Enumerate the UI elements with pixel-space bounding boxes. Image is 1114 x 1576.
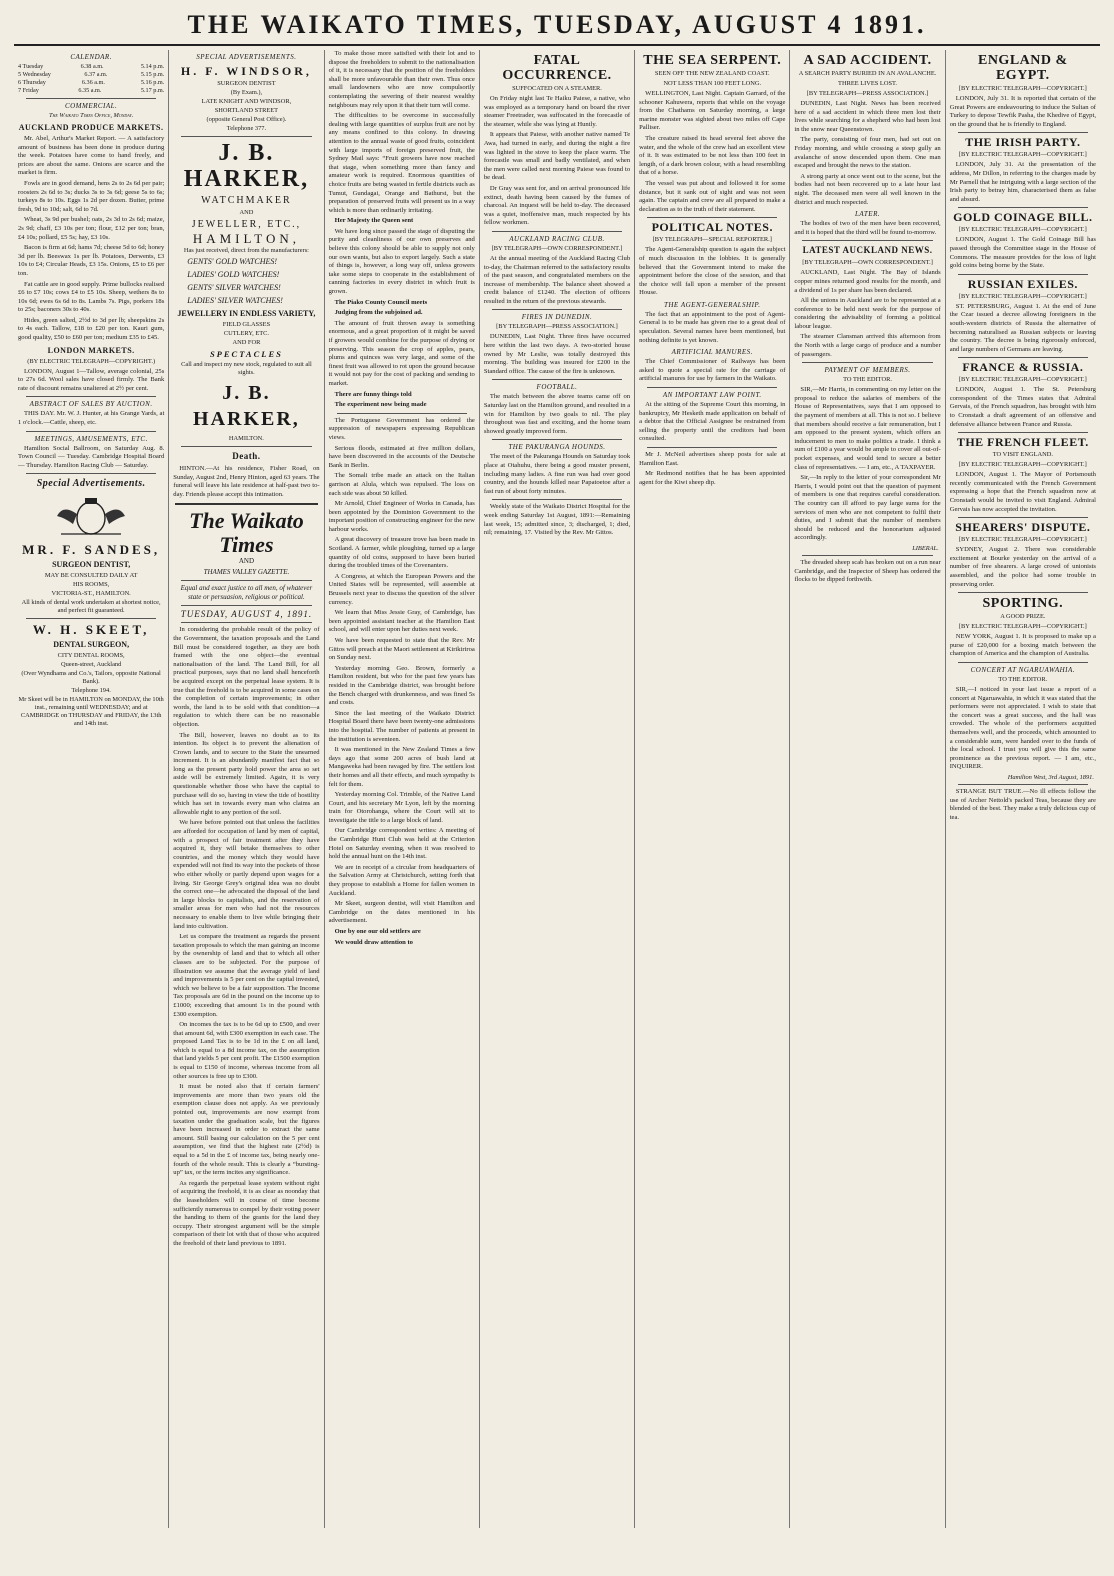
markets-text	[18, 135, 164, 343]
divider	[492, 309, 622, 310]
divider	[958, 592, 1088, 593]
skeet-title: DENTAL SURGEON,	[53, 640, 130, 650]
calendar-cell: 6 Thursday	[18, 79, 46, 86]
calendar-cell: 6.36 a.m.	[81, 79, 105, 86]
divider	[26, 98, 156, 99]
russian-sub: [BY ELECTRIC TELEGRAPH—COPYRIGHT.]	[958, 292, 1087, 300]
divider	[802, 555, 932, 556]
skeet-details	[18, 652, 164, 728]
meetings-heading: MEETINGS, AMUSEMENTS, ETC.	[34, 434, 148, 443]
divider	[492, 439, 622, 440]
divider	[492, 379, 622, 380]
divider	[802, 362, 932, 363]
harker-intro: Has just received, direct from the manufacturers:	[183, 247, 309, 254]
c5-serpent-para: WELLINGTON, Last Night. Captain Garrard, of the schooner Kahuwera, reports that while on the voyage from the Chathams on Saturday morning, a large marine monster was sighted about two miles off Cape Palliser.	[639, 90, 786, 132]
attention-heading: We would draw attention to	[334, 938, 413, 946]
payment-text-2: Sir,—In reply to the letter of your correspondent Mr Harris, I would point out that the question of payment of members is one that requires careful consideration. The country can ill afford to pay large sums for the services of men who are not competent to fulfil their duties, and I submit that the number of members should be reduced and the honorarium adjusted accordingly.	[794, 474, 941, 542]
divider	[492, 499, 622, 500]
meetings-text: Hamilton Social Ballroom, on Saturday Aug. 8. Town Council — Tuesday. Cambridge Hospital Board — Thursday. Hamilton Racing Club — Saturday.	[18, 444, 165, 469]
editorial-text	[173, 626, 319, 1248]
harker-name-2: J. B. HARKER,	[193, 382, 300, 430]
c2-windsor-line: (opposite General Post Office).	[206, 116, 287, 123]
special-ads-heading: Special Advertisements.	[36, 478, 146, 490]
col3-news-item: A great discovery of treasure trove has been made in Scotland. A farmer, while ploughing, turned up a large quantity of old coins, supposed to have been buried during the troubled times of the Covenanters.	[328, 536, 475, 570]
c1-skeet-line: Telephone 194.	[71, 687, 111, 695]
c2-windsor-line: Telephone 377.	[226, 125, 267, 132]
divider	[337, 413, 467, 414]
calendar-row	[18, 63, 164, 71]
calendar-row	[18, 71, 164, 79]
stray-text: The dreaded sheep scab has broken out on a run near Cambridge, and the Inspector of Sheep has ordered the flocks to be dipped forthwith.	[794, 558, 941, 584]
c1-markets-para: Wheat, 3s 9d per bushel; oats, 2s 3d to 2s 6d; maize, 2s 9d; chaff, £3 10s per ton; flour, £12 per ton; bran, £4 10s; pollard, £5 5s; hay, £3 10s.	[18, 216, 165, 241]
serpent-sub: SEEN OFF THE NEW ZEALAND COAST.	[654, 70, 770, 77]
special-ads-heading-2: SPECIAL ADVERTISEMENTS.	[196, 53, 297, 61]
sporting-heading: SPORTING.	[982, 596, 1064, 612]
fatal-text	[484, 95, 630, 228]
hounds-text: The meet of the Pakuranga Hounds on Saturday took place at Otahuhu, there being a good muster present, including many ladies. A fine run was had over good country, and the hounds killed near Papatoetoe after a fast run of about forty minutes.	[483, 453, 631, 495]
columns	[14, 50, 1100, 1528]
sandes-name: MR. F. SANDES,	[22, 542, 161, 558]
c1-markets-para: Hides, green salted, 2½d to 3d per lb; sheepskins 2s to 4s each. Tallow, £18 to £20 per ton. Kauri gum, good quality, £50 to £60 per ton; medium £35 to £45.	[18, 316, 165, 342]
judging-heading: Judging from the subjoined ad.	[334, 309, 423, 317]
divider	[802, 240, 932, 241]
london-text: LONDON, August 1—Tallow, average colonial, 25s to 27s 6d. Wool sales have closed firmly. The Bank rate of discount remains unaltered at 2½ per cent.	[18, 367, 165, 392]
serpent-sub-2: NOT LESS THAN 100 FEET LONG.	[663, 80, 762, 87]
fleet-text: LONDON, August 1. The Mayor of Portsmouth recently communicated with the French Government expressing a hope that the French squadron now at Cronstadt would be invited to visit England. Admiral Gervais has now accepted the invitation.	[949, 471, 1096, 513]
sales-heading: ABSTRACT OF SALES BY AUCTION.	[29, 400, 153, 409]
calendar-cell: 5.17 p.m.	[140, 87, 165, 94]
c1-markets-para: Mr. Abel, Arthur's Market Report. — A satisfactory amount of business has been done in produce during the week. Potatoes have come to hand freely, and prices are about the same. Onions are scarce and the market is firm.	[18, 135, 165, 177]
sales-text: THIS DAY. Mr. W. J. Hunter, at his Grange Yards, at 1 o'clock.—Cattle, sheep, etc.	[18, 410, 165, 427]
law-heading: AN IMPORTANT LAW POINT.	[662, 391, 762, 400]
egypt-text: LONDON, July 31. It is reported that certain of the Great Powers are endeavouring to induce the Sultan of Turkey to depose Tewfik Pasha, the Khedive of Egypt, on the ground that he is friendly to England.	[949, 95, 1096, 128]
majesty-heading: Her Majesty the Queen sent	[334, 217, 414, 225]
funny-heading: There are funny things told	[334, 390, 412, 398]
serpent-heading: THE SEA SERPENT.	[643, 53, 782, 68]
divider	[958, 784, 1088, 785]
column-6	[790, 50, 945, 1528]
calendar-table	[18, 63, 164, 95]
divider	[647, 387, 777, 388]
c4-fatal-para: On Friday night last Te Haiku Paiese, a native, who was employed as a temporary hand on board the river steamer Freetrader, was suffocated in the forecastle of the steamer, while she was lying at Huntly.	[483, 95, 631, 128]
divider	[181, 605, 311, 606]
jewellery-line: JEWELLERY IN ENDLESS VARIETY,	[177, 309, 316, 318]
c2-windsor-line: SURGEON DENTIST	[217, 80, 276, 87]
shearers-heading: SHEARERS' DISPUTE.	[955, 520, 1091, 535]
harker-call: Call and inspect my new stock, regulated to suit all sights.	[181, 361, 312, 376]
russian-heading: RUSSIAN EXILES.	[967, 276, 1078, 291]
c2-windsor-line: SHORTLAND STREET	[214, 107, 279, 114]
col3-para-3: The amount of fruit thrown away is something enormous, and a great proportion of it might be saved if growers would combine for the purpose of drying or preserving. This season the crop of apples, pears, plums and quinces was very large, and some of the finest fruit was allowed to rot upon the ground because it would not pay for the cost of packing and sending to market.	[328, 319, 475, 387]
serpent-text	[639, 90, 785, 214]
france-sub: [BY ELECTRIC TELEGRAPH—COPYRIGHT.]	[958, 376, 1087, 384]
concert-sub: TO THE EDITOR.	[998, 675, 1048, 683]
column-7	[946, 50, 1100, 1528]
fires-text: DUNEDIN, Last Night. Three fires have occurred here within the last two days. A two-storied house owned by Mr Leslie, was totally destroyed this morning. The building was insured for £200 in the Standard office. The cause of the fire is unknown.	[483, 333, 631, 375]
and-for-line: AND FOR	[232, 339, 261, 346]
c2-editorial-para: Let us compare the treatment as regards the present taxation proposals to which the man gaining an income by the ownership of land and that to which all other classes are to be subjected. For the purpose of illustration we assume that the average yield of land and improvements is 5 per cent on the capital invested, which we believe to be a fair supposition. The Income Tax proposals are 6d in the pound on the income up to £1000; exceeding that amount 1s in the pound with £300 exemption.	[173, 933, 320, 1018]
divider	[181, 580, 311, 581]
harker-name: J. B. HARKER,	[183, 140, 310, 192]
c2-watches-line: GENTS' SILVER WATCHES!	[187, 283, 281, 292]
divider	[958, 274, 1088, 275]
egypt-heading: ENGLAND & EGYPT.	[977, 53, 1068, 83]
c1-sandes-line: MAY BE CONSULTED DAILY AT	[44, 572, 138, 580]
fleet-sub-2: [BY ELECTRIC TELEGRAPH—COPYRIGHT.]	[958, 461, 1087, 469]
payment-signature: LIBERAL.	[912, 544, 939, 552]
c5-serpent-para: The vessel was put about and followed it for some distance, but it sank out of sight and was not seen again. The captain and crew are all prepared to make a declaration as to the truth of their statement.	[639, 179, 786, 213]
london-sub: (BY ELECTRIC TELEGRAPH—COPYRIGHT.)	[27, 357, 156, 365]
irish-sub: [BY ELECTRIC TELEGRAPH—COPYRIGHT.]	[958, 151, 1087, 159]
concert-text: SIR,—I noticed in your last issue a report of a concert at Ngaruawahia, in which it was stated that the performers were not appreciated. I wish to state that the concert was a great success, and the hall was crowded. The whole of the performers acquitted themselves well, and the proceeds, which amounted to a considerable sum, were handed over to the funds of the local school. I trust you will give this the same prominence as the previous report. — I am, etc., INQUIRER.	[949, 685, 1096, 771]
divider	[958, 432, 1088, 433]
field-glasses-line: FIELD GLASSES	[222, 321, 271, 328]
divider	[958, 357, 1088, 358]
irish-text: LONDON, July 31. At the presentation of the address, Mr Dillon, in referring to the charges made by Mr Parnell that he intriguing with a large section of the Irish party to betray him, characterised them as false and absurd.	[949, 161, 1096, 203]
death-heading: Death.	[232, 451, 261, 461]
concert-heading: CONCERT AT NGARUAWAHIA.	[970, 665, 1076, 674]
calendar-cell: 4 Tuesday	[18, 63, 44, 70]
divider	[181, 136, 311, 137]
experiment-heading: The experiment now being made	[334, 401, 427, 409]
harker-town-2: HAMILTON.	[228, 435, 264, 442]
col3-news-item: Our Cambridge correspondent writes: A meeting of the Cambridge Hunt Club was held at the Criterion Hotel on Saturday evening, when it was resolved to hold the annual hunt on the 14th inst.	[328, 827, 475, 861]
fires-sub: [BY TELEGRAPH—PRESS ASSOCIATION.]	[496, 323, 618, 331]
agent-text: The fact that an appointment to the post of Agent-General is to be made has given rise to a great deal of speculation. Several names have been mentioned, but nothing definite is yet known.	[639, 310, 786, 344]
calendar-cell: 5 Wednesday	[18, 71, 51, 78]
col3-news-item: We learn that Miss Jessie Gray, of Cambridge, has been appointed assistant teacher at the Hamilton East school, and will enter upon her duties next week.	[328, 609, 475, 634]
c1-sandes-line: All kinds of dental work undertaken at shortest notice, and perfect fit guaranteed.	[21, 599, 161, 615]
fatal-heading: FATAL OCCURRENCE.	[502, 53, 612, 83]
political-heading: POLITICAL NOTES.	[651, 220, 773, 235]
paper-motto: Equal and exact justice to all men, of whatever state or persuasion, religious or political.	[180, 584, 313, 602]
later-heading: LATER.	[854, 210, 881, 219]
c6-accident-para: A strong party at once went out to the scene, but the bodies had not been recovered up to a late hour last night. The deceased men were all well known in the district and much respected.	[794, 172, 941, 206]
london-heading: LONDON MARKETS.	[47, 345, 135, 355]
c1-sandes-line: VICTORIA-ST., HAMILTON.	[51, 590, 131, 598]
divider	[181, 622, 311, 623]
column-1	[14, 50, 169, 1528]
c2-editorial-para: We have before pointed out that unless the facilities are afforded for occupation of land by men of capital, with a prospect of fair treatment after they have acquired it, they will betake themselves to other countries, and the money which they would have expended will not find its way into the pockets of those who either wholly or partly depend upon wages for a living. Sir George Grey's original idea was no doubt the correct one—he advocated the disposal of the land in large blocks to capitalists, and the reservation of smaller areas for men who had not the resources necessary to enable them to live while bringing their land into cultivation.	[173, 819, 320, 930]
col3-news-items	[329, 417, 475, 926]
c1-markets-para: Fat cattle are in good supply. Prime bullocks realised £6 to £7 10s; cows £4 to £5 10s. Sheep, wethers 8s to 10s 6d; ewes 6s 6d to 8s. Lambs 7s. Pigs, porkers 18s to 25s; baconers 30s to 40s.	[18, 280, 165, 314]
accident-text	[794, 100, 940, 207]
calendar-cell: 6.35 a.m.	[78, 87, 102, 94]
latest-heading: LATEST AUCKLAND NEWS.	[802, 245, 933, 256]
sporting-text: NEW YORK, August 1. It is proposed to make up a purse of £20,000 for a boxing match between the champion of America and the champion of Australia.	[949, 633, 1096, 658]
col3-news-item: Yesterday morning Geo. Brown, formerly a Hamilton resident, but who for the past few years has resided in the Cambridge district, was brought before the Bench charged with drunkenness, and was fined 5s and costs.	[328, 664, 475, 707]
dateline: TUESDAY, AUGUST 4, 1891.	[180, 609, 313, 620]
windsor-name: H. F. WINDSOR,	[180, 64, 312, 78]
settlers-heading: One by one our old settlers are	[334, 928, 421, 935]
fatal-sub: SUFFOCATED ON A STEAMER.	[512, 85, 602, 92]
c2-watches-line: LADIES' GOLD WATCHES!	[187, 270, 280, 279]
calendar-cell: 6.38 a.m.	[80, 63, 104, 70]
agent-heading: THE AGENT-GENERALSHIP.	[663, 300, 761, 309]
divider	[492, 231, 622, 232]
racing-sub: [BY TELEGRAPH—OWN CORRESPONDENT.]	[491, 244, 623, 252]
divider	[175, 503, 317, 505]
spectacles-line: SPECTACLES	[209, 349, 283, 359]
divider	[26, 473, 156, 474]
russian-text: ST. PETERSBURG, August 1. At the end of June the Czar issued a decree allowing foreigners in the south-western districts of Russia the alternative of becoming naturalised as Russian subjects or leaving the country. The decree is being rigorously enforced, and large numbers of Germans are leaving.	[949, 302, 1096, 353]
c1-markets-para: Bacon is firm at 6d; hams 7d; cheese 5d to 6d; honey 3d per lb. Beeswax 1s per lb. Potatoes, Derwents, £3 10s to £4; Circular Heads, £3 15s. Onions, £5 to £6 per ton.	[18, 244, 165, 277]
law-text: At the sitting of the Supreme Court this morning, in bankruptcy, Mr Hesketh made application on behalf of a debtor that the Official Assignee be restrained from selling the property until the creditors had been consulted.	[639, 401, 786, 443]
col3-news-item: We have been requested to state that the Rev. Mr Gittos will preach at the Maori settlement at Kirikiriroa on Sunday next.	[328, 637, 475, 662]
column-5	[635, 50, 790, 1528]
col3-news-item: Since the last meeting of the Waikato District Hospital Board there have been twenty-one admissions into the hospital. The number of patients at present in the institution is seventeen.	[328, 709, 475, 743]
shearers-text: SYDNEY, August 2. There was considerable excitement at Bourke yesterday on the arrival of a number of free shearers. A large crowd of unionists assembled, and the police had some trouble in preserving order.	[949, 546, 1096, 588]
col3-news-item: A Congress, at which the European Powers and the United States will be represented, will assemble at Brussels next year to discuss the question of the silver currency.	[328, 572, 475, 606]
gold-heading: GOLD COINAGE BILL.	[953, 210, 1093, 225]
c2-editorial-para: As regards the perpetual lease system without right of acquiring the freehold, it is as clear as noonday that the leaseholders will in course of time become sufficiently numerous to compel by their voting power the handing to them of the grants for the land they occupy. Their strongest argument will be the simple comparison of their lot with that of those who acquired the freehold of their land previous to 1891.	[173, 1179, 320, 1247]
paper-subtitle: THAMES VALLEY GAZETTE.	[203, 568, 290, 577]
col3-news-item: The Somali tribe made an attack on the Italian garrison at Alula, which was repulsed. The loss on each side was about 50 killed.	[328, 472, 475, 497]
markets-heading: AUCKLAND PRODUCE MARKETS.	[18, 123, 164, 132]
c2-watches-line: LADIES' SILVER WATCHES!	[187, 296, 283, 305]
c5-serpent-para: The creature raised its head several feet above the water, and the whole of the crew had an excellent view of it. It was estimated to be not less than 100 feet in length, of a dark brown colour, with a head resembling that of a horse.	[639, 134, 786, 177]
c6-latest-para: All the unions in Auckland are to be represented at a conference to be held next week for the purpose of considering the advisability of forming a political labour league.	[794, 297, 941, 330]
irish-heading: THE IRISH PARTY.	[965, 135, 1081, 150]
political-text: The Agent-Generalship question is again the subject of much discussion in the lobbies. It is generally believed that the Government intend to make the appointment before the close of the session, and that the choice will fall upon a member of the present House.	[639, 246, 786, 297]
piako-heading: The Piako County Council meets	[334, 298, 428, 306]
calendar-cell: 5.15 p.m.	[140, 71, 165, 78]
stray-text-7: STRANGE BUT TRUE.—No ill effects follow the use of Archer Nettold's packed Teas, because they are blended of the best. They make a truly delicious cup of tea.	[949, 787, 1096, 821]
divider	[958, 132, 1088, 133]
calendar-row	[18, 79, 164, 87]
manures-text: The Chief Commissioner of Railways has been asked to quote a special rate for the carriage of artificial manures for use by farmers in the Waikato.	[639, 358, 786, 383]
c2-watches-line: GENTS' GOLD WATCHES!	[187, 257, 278, 266]
sandes-title: SURGEON DENTIST,	[52, 560, 131, 570]
manures-heading: ARTIFICIAL MANURES.	[671, 348, 753, 357]
gold-sub: [BY ELECTRIC TELEGRAPH—COPYRIGHT.]	[958, 226, 1087, 234]
column-2	[169, 50, 324, 1528]
jeweller-label: JEWELLER, ETC.,	[191, 219, 302, 230]
c4-fatal-para: Dr Gray was sent for, and on arrival pronounced life extinct, death having been caused by the fumes of charcoal. An inquest will be held to-day. The deceased was a quiet, inoffensive man, much respected by his fellow workmen.	[483, 184, 631, 227]
gold-text: LONDON, August 1. The Gold Coinage Bill has passed through the Committee stage in the House of Commons. The measure provides for the loss of light gold coins being borne by the State.	[949, 236, 1096, 270]
later-text: The bodies of two of the men have been recovered, and it is hoped that the third will be found to-morrow.	[794, 220, 941, 236]
commercial-heading: COMMERCIAL.	[64, 102, 118, 110]
divider	[958, 207, 1088, 208]
col3-para-2: We have long since passed the stage of disputing the purity and cleanliness of our own preserves and believe this colony should be able to supply not only our own wants, but also to export largely. Such a state of things is, however, a long way off, unless growers take some steps to cooperate in the establishment of canning factories in every district in which fruit is grown.	[328, 227, 475, 296]
commercial-sub: The Waikato Times Office, Monday.	[48, 112, 134, 119]
masthead	[14, 10, 1100, 46]
mcneil-text: Mr J. McNeil advertises sheep posts for sale at Hamilton East.	[639, 451, 786, 467]
payment-heading: PAYMENT OF MEMBERS.	[824, 366, 911, 375]
col3-news-item: Mr Skeet, surgeon dentist, will visit Hamilton and Cambridge on the dates mentioned in his advertisement.	[328, 900, 475, 925]
column-4	[480, 50, 635, 1528]
c1-skeet-line: CITY DENTAL ROOMS,	[57, 652, 125, 660]
windsor-details	[173, 80, 319, 133]
football-text: The match between the above teams came off on Saturday last on the Hamilton ground, and resulted in a win for Hamilton by two goals to nil. The play throughout was fast and exciting, and the home team showed greatly improved form.	[483, 393, 631, 435]
and-label: AND	[239, 209, 254, 216]
col3-news-item: Yesterday morning Col. Trimble, of the Native Land Court, and his secretary Mr Lyon, left by the morning train for Otorohanga, where the Court will sit to investigate the title to a large block of land.	[328, 791, 475, 824]
accident-sub-3: [BY TELEGRAPH—PRESS ASSOCIATION.]	[806, 90, 929, 97]
masthead-title: THE WAIKATO TIMES, TUESDAY, AUGUST 4 1891.	[187, 10, 927, 39]
calendar-heading: CALENDAR.	[70, 53, 112, 61]
watchmaker-label: WATCHMAKER	[201, 195, 292, 206]
france-heading: FRANCE & RUSSIA.	[962, 360, 1084, 375]
column-3	[325, 50, 480, 1528]
paper-title: The Waikato Times	[189, 508, 304, 558]
divider	[26, 618, 156, 619]
payment-text: SIR,—Mr Harris, in commenting on my letter on the proposal to reduce the salaries of members of the House of Representatives, says that I am opposed to the payment of members at all. This is not so. I believe that members should receive a fair remuneration, but I am opposed to the present system, which offers an inducement to men to make politics a trade. I think a sum of £100 a year would be ample to cover all out-of-pocket expenses, and would tend to secure a better class of representatives. — I am, etc., A TAXPAYER.	[794, 386, 941, 471]
c2-windsor-line: LATE KNIGHT AND WINDSOR,	[201, 98, 292, 105]
col3-para-0: To make those more satisfied with their lot and to dispose the freeholders to submit to the nationalisation of it, it is necessary that the position of the freeholders shall be more unfavourable than their own. Thus once small landowners who are now compulsorily contemplating the severing of their nearest wealthy neighbours may rely upon it that their turn will come.	[328, 50, 475, 109]
racing-heading: AUCKLAND RACING CLUB.	[509, 234, 605, 243]
c6-accident-para: The party, consisting of four men, had set out on Friday morning, and while crossing a steep gully an avalanche of snow descended upon them. One man escaped and brought the news to the station.	[794, 136, 941, 170]
c1-skeet-line: Mr Skeet will be in HAMILTON on MONDAY, the 10th inst., remaining until WEDNESDAY; and at CAMBRIDGE on THURSDAY and FRIDAY, the 13th and 14th inst.	[18, 696, 164, 728]
egypt-sub: [BY ELECTRIC TELEGRAPH—COPYRIGHT.]	[958, 85, 1087, 92]
shearers-sub: [BY ELECTRIC TELEGRAPH—COPYRIGHT.]	[958, 536, 1087, 544]
col3-news-item: Mr Arnold, Chief Engineer of Works in Canada, has been appointed by the Dominion Government to the important position of constructing engineer for the new harbour works.	[328, 500, 475, 533]
sporting-sub-2: [BY ELECTRIC TELEGRAPH—COPYRIGHT.]	[958, 623, 1087, 631]
hospital-text: Weekly state of the Waikato District Hospital for the week ending Saturday 1st August, 1891:—Remaining last week, 15; admitted since, 3; discharged, 1; died, nil; remaining, 17. Visited by the Rev. Mr Gittos.	[483, 503, 631, 537]
divider	[26, 396, 156, 397]
c1-skeet-line: (Over Wyndhams and Co.'s, Tailors, opposite National Bank).	[21, 670, 161, 686]
football-heading: FOOTBALL.	[536, 383, 578, 392]
c2-editorial-para: On incomes the tax is to be 6d up to £500, and over that amount 6d, with £300 exemption in each case. The proposed Land Tax is to be 1d in the £ on all land, which is equal to a 8d income tax, on the assumption that land yields 5 per cent profit. The £1500 exemption is equal to £150 of income, whereas income from all other sources is free up to £300.	[173, 1021, 320, 1080]
c4-fatal-para: It appears that Paiese, with another native named Te Awa, had turned in early, and during the night a fire was lighted in the stove to keep the place warm. The forecastle was small and badly ventilated, and when the men were called next morning Paiese was found to be dead.	[483, 131, 631, 182]
divider	[181, 446, 311, 447]
fleet-heading: THE FRENCH FLEET.	[956, 435, 1089, 450]
sporting-sub: A GOOD PRIZE.	[1000, 613, 1046, 621]
political-sub: [BY TELEGRAPH—SPECIAL REPORTER.]	[652, 236, 772, 244]
c1-sandes-line: HIS ROOMS,	[73, 581, 110, 589]
royal-crest-icon	[51, 494, 131, 538]
accident-sub: A SEARCH PARTY BURIED IN AN AVALANCHE.	[798, 70, 937, 77]
divider	[958, 517, 1088, 518]
latest-sub: [BY TELEGRAPH—OWN CORRESPONDENT.]	[802, 259, 933, 267]
col3-news-item: It was mentioned in the New Zealand Times a few days ago that some 200 acres of bush land at Mangaweka had been ravaged by fire. The settlers lost their homes and all their effects, and much sympathy is felt for them.	[328, 746, 475, 788]
col3-news-item: Serious floods, estimated at five million dollars, have been discovered in the accounts of the Deutsche Bank in Berlin.	[328, 444, 475, 469]
latest-text	[794, 269, 940, 359]
calendar-cell: 6.37 a.m.	[84, 71, 108, 78]
accident-heading: A SAD ACCIDENT.	[803, 53, 932, 68]
fleet-sub: TO VISIT ENGLAND.	[992, 451, 1053, 459]
c2-editorial-para: In considering the probable result of the policy of the Government, the taxation proposals and the Land Bill must be considered together, as they are both framed with the one object—the eventual nationalisation of the land. The Land Bill, for all practical purposes, says that no land shall henceforth be acquired except on the perpetual lease system. It is true that the freehold is to be acquired in some cases on the completion of certain improvements; in other words, the land is to be sold with that condition—a regulation to which there can be no reasonable objection.	[173, 626, 320, 728]
cutlery-line: CUTLERY, ETC.	[223, 330, 269, 337]
divider	[26, 431, 156, 432]
watches-list	[173, 256, 319, 307]
divider	[647, 217, 777, 218]
c1-skeet-line: Queen-street, Auckland	[60, 661, 122, 669]
sandes-details	[18, 572, 164, 615]
col3-news-item: We are in receipt of a circular from headquarters of the Salvation Army at Christchurch, setting forth that they propose to establish a Home for fallen women in Auckland.	[328, 863, 475, 897]
france-text: LONDON, August 1. The St. Petersburg correspondent of the Times states that Admiral Gervais, of the French squadron, has brought with him to Cronstadt a draft agreement of an offensive and defensive alliance between France and Russia.	[949, 386, 1096, 428]
payment-sub: TO THE EDITOR.	[843, 376, 892, 384]
fires-heading: FIRES IN DUNEDIN.	[521, 313, 593, 322]
death-notice: HINTON.—At his residence, Fisher Road, on Sunday, August 2nd, Henry Hinton, aged 63 years. The funeral will leave his late residence at half-past two to-day. Friends please accept this intimation.	[173, 465, 320, 498]
redmond-text: Mr Redmond notifies that he has been appointed agent for the Kiwi sheep dip.	[639, 470, 786, 486]
divider	[958, 662, 1088, 663]
c6-accident-para: DUNEDIN, Last Night. News has been received here of a sad accident in which three men lost their lives while searching for a shepherd who had been lost in the snow near Queenstown.	[794, 100, 941, 133]
col3-news-item: The Portuguese Government has ordered the suppression of newspapers expressing Republican views.	[328, 416, 475, 441]
skeet-name: W. H. SKEET,	[32, 622, 150, 638]
accident-sub-2: THREE LIVES LOST.	[838, 80, 898, 87]
c2-editorial-para: It must be noted also that if certain farmers' improvements are more than two years old the exemption clause does not apply. As we previously pointed out, improvements are now exempt from taxation under the graduation scale, but the figures have been increased in order to extract the same amount. Still basing our calculation on the 5 per cent assumption, we find that the highest rate (2½d) is equal to a 5d in the £ of income tax, being nearly one-fourth of the whole result. This is clearly a “bursting-up” tax, or the term incites any significance.	[173, 1083, 320, 1177]
divider	[647, 447, 777, 448]
c6-latest-para: AUCKLAND, Last Night. The Bay of Islands copper mines returned good results for the month, and a dividend of 1s per share has been declared.	[794, 269, 941, 294]
paper-and: AND	[238, 557, 254, 566]
c2-editorial-para: The Bill, however, leaves no doubt as to its intention. Its object is to prevent the alienation of Crown lands, and to secure to the State the unearned increment. It is an abundantly manifest fact that so long as the present party hold power the area so set aside will be extremely limited. Again, it is very questionable whether those who have the capital to purchase will do so, having in view the tide of hostility which has set in towards every man who claims an allowable right to any portion of the soil.	[173, 731, 320, 816]
racing-text: At the annual meeting of the Auckland Racing Club to-day, the Chairman referred to the satisfactory results of the past season, and congratulated members on the increase of membership. The balance sheet showed a credit balance of £1240. The election of officers resulted in the return of the previous stewards.	[483, 254, 631, 305]
harker-town: HAMILTON,	[192, 231, 300, 246]
calendar-cell: 7 Friday	[18, 87, 39, 94]
c1-markets-para: Fowls are in good demand, hens 2s to 2s 6d per pair; roosters 2s 6d to 3s; ducks 3s to 3s 6d; geese 5s to 6s; turkeys 8s to 10s. Eggs 1s 2d per dozen. Butter, prime fresh, 9d to 10d; salt, 6d to 7d.	[18, 179, 165, 213]
calendar-cell: 5.16 p.m.	[140, 79, 165, 86]
col3-para-1: The difficulties to be overcome in successfully dealing with large quantities of surplus fruit are not by any means confined to this colony. In drawing attention to the annual waste of good fruits, coincident with large imports of foreign preserved fruit, the Sydney Mail says: “Fruit growers have now reached that stage, when something more than fancy and amateur work is required. Enormous quantities of choice fruits are being wasted in fertile districts such as Tumut, Gundagai, Orange and Bathurst, but the preparation of preserved fruits will present us in a way which is more than ordinarily irritating.	[328, 112, 475, 214]
concert-signature: Hamilton West, 3rd August, 1891.	[1007, 773, 1094, 781]
hounds-heading: THE PAKURANGA HOUNDS.	[508, 443, 606, 452]
calendar-row	[18, 87, 164, 95]
c2-windsor-line: (By Exam.),	[230, 89, 263, 96]
c6-latest-para: The steamer Clansman arrived this afternoon from the North with a large cargo of produce and a number of passengers.	[794, 333, 941, 358]
calendar-cell: 5.14 p.m.	[140, 63, 165, 70]
